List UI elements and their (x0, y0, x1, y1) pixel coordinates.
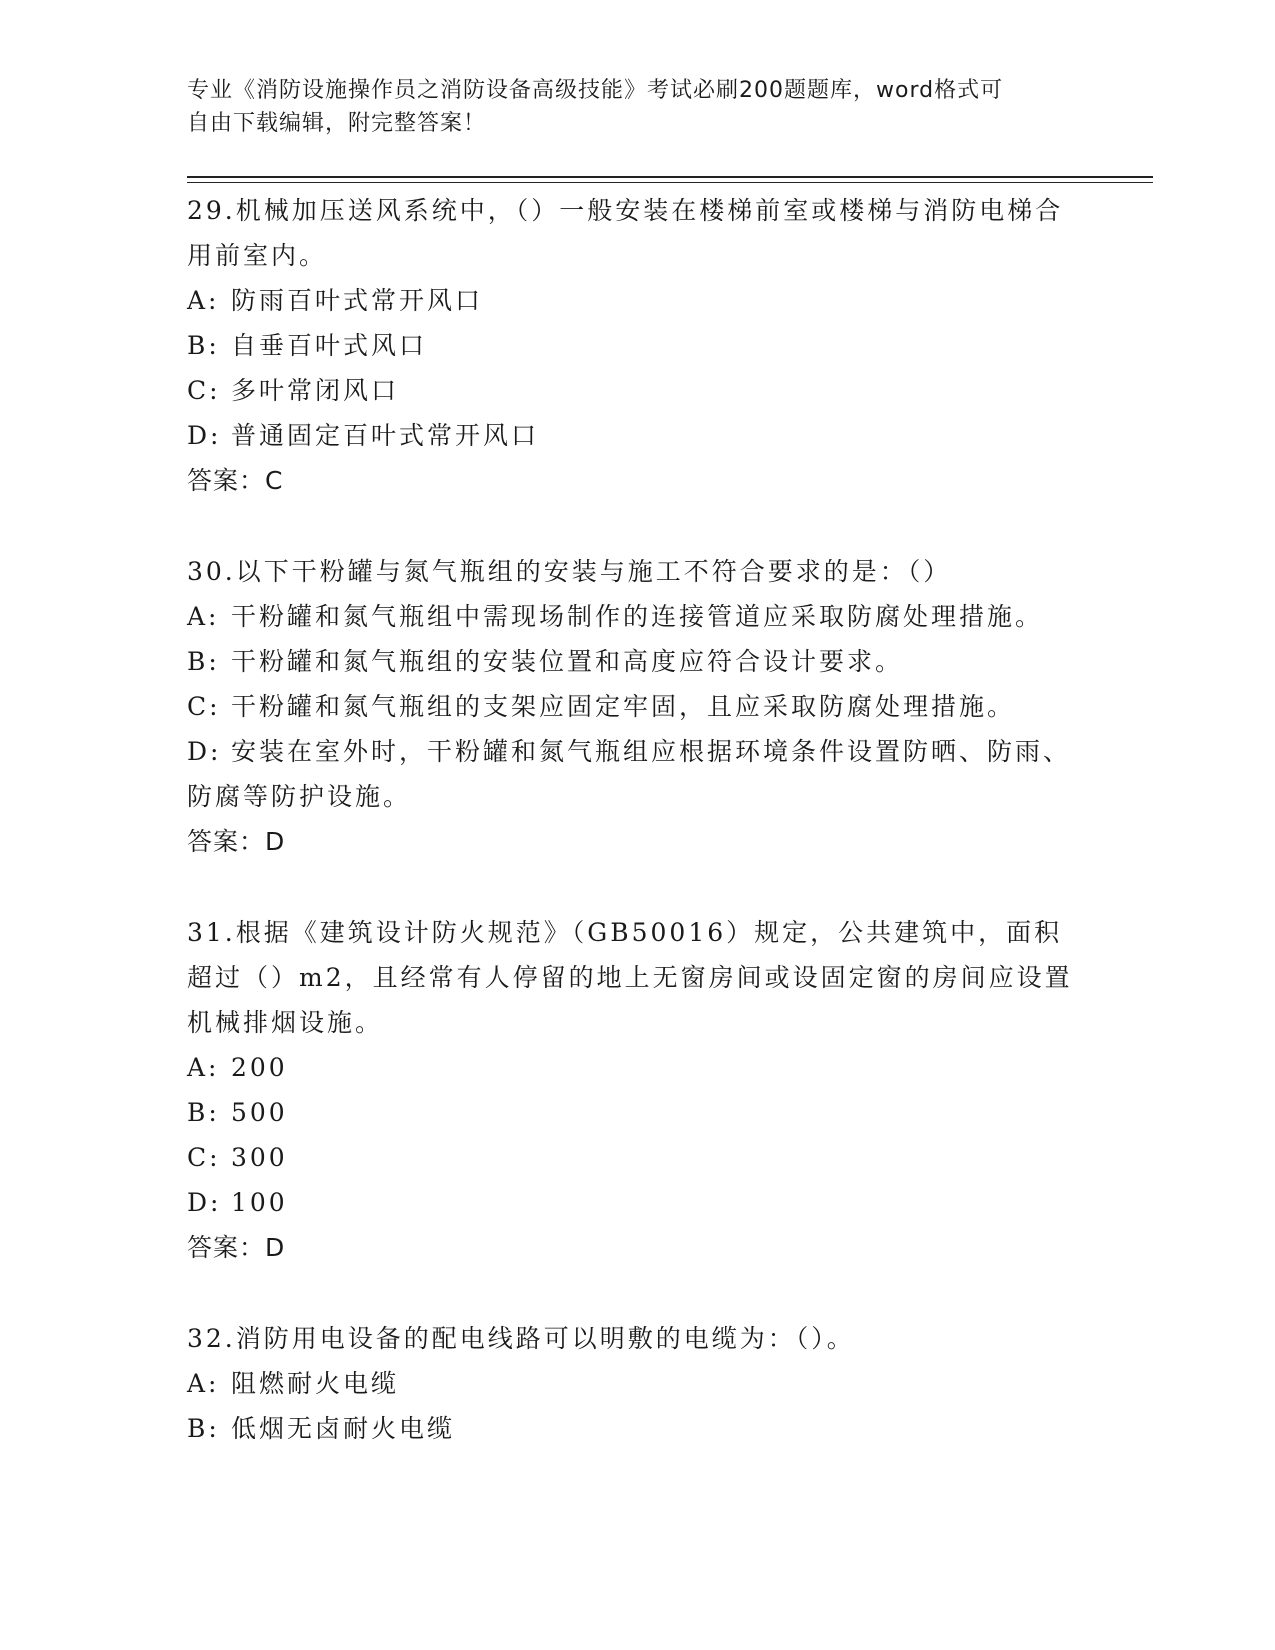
option-text: 多叶常闭风口 (231, 376, 400, 405)
question-list (187, 188, 1077, 1497)
header-line-1: 专业《消防设施操作员之消防设备高级技能》考试必刷200题题库，word格式可 (187, 78, 1004, 103)
option-text: 干粉罐和氮气瓶组的安装位置和高度应符合设计要求。 (231, 647, 904, 676)
option-d (187, 1180, 1077, 1225)
question-text: 30.以下干粉罐与氮气瓶组的安装与施工不符合要求的是：（） (187, 557, 952, 586)
option-text: 干粉罐和氮气瓶组的支架应固定牢固，且应采取防腐处理措施。 (231, 692, 1016, 721)
option-b (187, 1090, 1077, 1135)
option-b (187, 323, 1077, 368)
header-divider-thin (187, 182, 1153, 183)
option-c (187, 1135, 1077, 1180)
question-text: 31.根据《建筑设计防火规范》（GB50016）规定，公共建筑中，面积超过（）m2，且经常有人停留的地上无窗房间或设固定窗的房间应设置机械排烟设施。 (187, 918, 1073, 1037)
document-header (187, 74, 1067, 140)
option-letter: C: (187, 376, 221, 405)
option-c (187, 684, 1077, 729)
question-31 (187, 910, 1077, 1270)
option-text: 500 (231, 1098, 288, 1127)
option-text: 100 (231, 1188, 288, 1217)
question-text: 29.机械加压送风系统中，（）一般安装在楼梯前室或楼梯与消防电梯合用前室内。 (187, 196, 1064, 270)
option-text: 自垂百叶式风口 (231, 331, 428, 360)
option-letter: B: (187, 647, 220, 676)
answer-line: 答案：D (187, 827, 286, 856)
option-a (187, 1361, 1077, 1406)
option-letter: B: (187, 1098, 220, 1127)
option-a (187, 1045, 1077, 1090)
option-letter: B: (187, 1414, 220, 1443)
option-letter: B: (187, 331, 220, 360)
option-letter: D: (187, 737, 222, 766)
option-letter: D: (187, 1188, 222, 1217)
option-b (187, 639, 1077, 684)
option-letter: A: (187, 1053, 220, 1082)
option-a (187, 278, 1077, 323)
option-text: 安装在室外时，干粉罐和氮气瓶组应根据环境条件设置防晒、防雨、防腐等防护设施。 (187, 737, 1072, 811)
option-text: 200 (231, 1053, 288, 1082)
option-letter: C: (187, 692, 221, 721)
option-c (187, 368, 1077, 413)
option-letter: C: (187, 1143, 221, 1172)
question-32 (187, 1316, 1077, 1451)
option-a (187, 594, 1077, 639)
option-text: 阻燃耐火电缆 (231, 1369, 400, 1398)
option-text: 干粉罐和氮气瓶组中需现场制作的连接管道应采取防腐处理措施。 (231, 602, 1044, 631)
header-divider-thick (187, 176, 1153, 178)
option-text: 300 (231, 1143, 288, 1172)
option-text: 普通固定百叶式常开风口 (231, 421, 540, 450)
option-b (187, 1406, 1077, 1451)
option-letter: D: (187, 421, 222, 450)
option-d (187, 413, 1077, 458)
header-line-2: 自由下载编辑，附完整答案！ (187, 111, 487, 136)
answer-line: 答案：C (187, 466, 284, 495)
option-text: 防雨百叶式常开风口 (231, 286, 484, 315)
question-30 (187, 549, 1077, 864)
option-letter: A: (187, 1369, 220, 1398)
option-text: 低烟无卤耐火电缆 (231, 1414, 456, 1443)
option-letter: A: (187, 286, 220, 315)
answer-line: 答案：D (187, 1233, 286, 1262)
option-d (187, 729, 1077, 819)
question-text: 32.消防用电设备的配电线路可以明敷的电缆为：（）。 (187, 1324, 855, 1353)
question-29 (187, 188, 1077, 503)
option-letter: A: (187, 602, 220, 631)
